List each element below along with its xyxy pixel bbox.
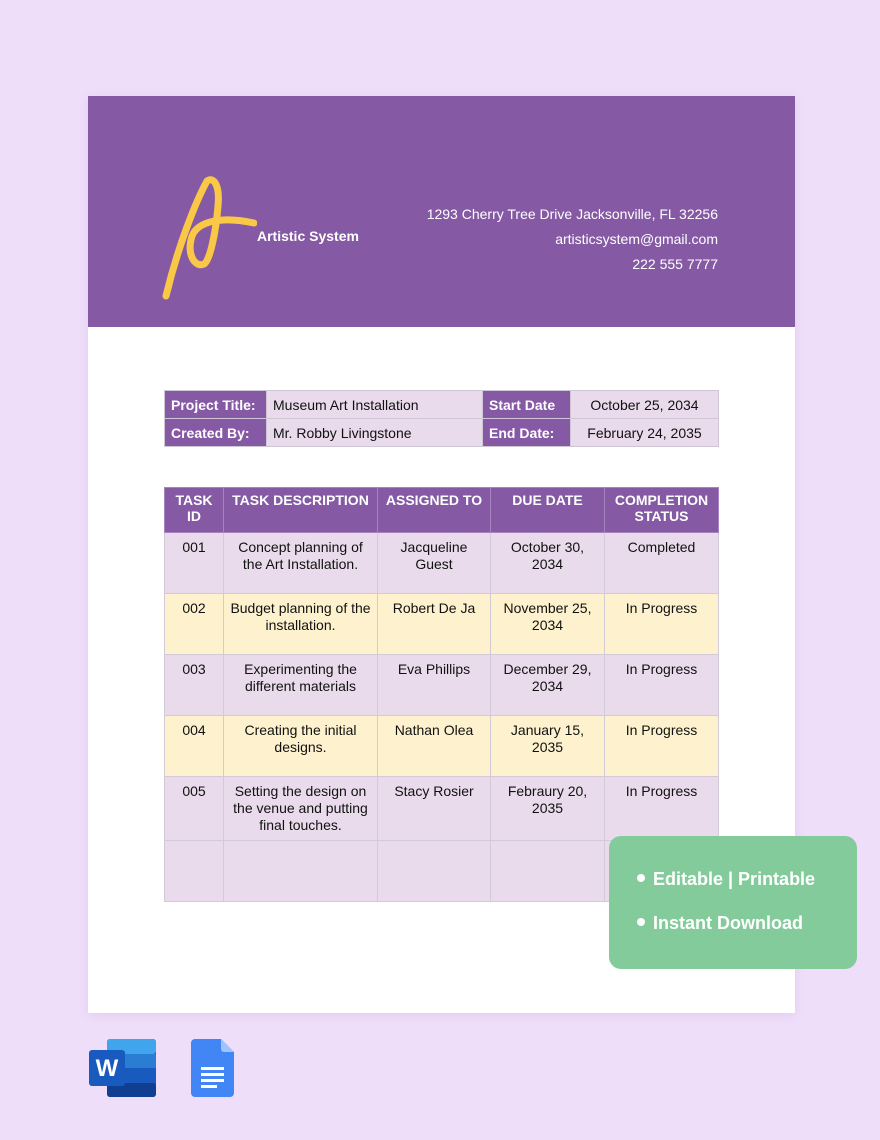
assigned-to-cell: Stacy Rosier: [378, 777, 491, 841]
assigned-to-cell: [378, 841, 491, 902]
bullet-icon: [637, 874, 645, 882]
company-name: Artistic System: [257, 228, 359, 244]
microsoft-word-icon[interactable]: [89, 1039, 157, 1097]
task-table-header: [165, 488, 719, 533]
company-address: 1293 Cherry Tree Drive Jacksonville, FL 32256: [426, 206, 718, 222]
status-cell: In Progress: [605, 655, 719, 716]
due-date-cell: November 25, 2034: [491, 594, 605, 655]
due-date-cell: October 30, 2034: [491, 533, 605, 594]
assigned-to-cell: Nathan Olea: [378, 716, 491, 777]
header-task-description: TASK DESCRIPTION: [224, 488, 378, 533]
document-header: [88, 96, 795, 327]
features-badge: [609, 836, 857, 969]
task-description-cell: Creating the initial designs.: [224, 716, 378, 777]
header-assigned-to: ASSIGNED TO: [378, 488, 491, 533]
status-cell: In Progress: [605, 777, 719, 841]
task-id-cell: 004: [165, 716, 224, 777]
task-id-cell: 003: [165, 655, 224, 716]
header-completion-status: COMPLETION STATUS: [605, 488, 719, 533]
task-description-cell: Concept planning of the Art Installation.: [224, 533, 378, 594]
company-phone: 222 555 7777: [632, 256, 718, 272]
project-title-value: Museum Art Installation: [267, 391, 483, 419]
task-id-cell: 001: [165, 533, 224, 594]
task-description-cell: Setting the design on the venue and putting final touches.: [224, 777, 378, 841]
created-by-value: Mr. Robby Livingstone: [267, 419, 483, 447]
bullet-icon: [637, 918, 645, 926]
table-row: [165, 777, 719, 841]
svg-text:W: W: [95, 1055, 119, 1082]
table-row: [165, 655, 719, 716]
header-due-date: DUE DATE: [491, 488, 605, 533]
badge-item: [637, 913, 803, 934]
task-description-cell: [224, 841, 378, 902]
contact-block: [427, 202, 718, 277]
table-row: [165, 716, 719, 777]
badge-download-text: Instant Download: [653, 913, 803, 933]
status-cell: In Progress: [605, 594, 719, 655]
project-info-table: [164, 390, 719, 447]
header-task-id: TASK ID: [165, 488, 224, 533]
assigned-to-cell: Eva Phillips: [378, 655, 491, 716]
assigned-to-cell: Robert De Ja: [378, 594, 491, 655]
table-row: [165, 533, 719, 594]
task-id-cell: [165, 841, 224, 902]
due-date-cell: December 29, 2034: [491, 655, 605, 716]
end-date-label: End Date:: [483, 419, 571, 447]
due-date-cell: Febraury 20, 2035: [491, 777, 605, 841]
task-id-cell: 002: [165, 594, 224, 655]
due-date-cell: [491, 841, 605, 902]
company-email: artisticsystem@gmail.com: [555, 231, 718, 247]
task-description-cell: Budget planning of the installation.: [224, 594, 378, 655]
artistic-a-logo-icon: [162, 176, 257, 301]
task-description-cell: Experimenting the different materials: [224, 655, 378, 716]
assigned-to-cell: Jacqueline Guest: [378, 533, 491, 594]
badge-editable-text: Editable | Printable: [653, 869, 816, 889]
google-docs-icon[interactable]: [191, 1039, 235, 1097]
badge-item: [637, 869, 815, 890]
start-date-label: Start Date: [483, 391, 571, 419]
table-row: [165, 594, 719, 655]
task-id-cell: 005: [165, 777, 224, 841]
info-row: [165, 419, 719, 447]
start-date-value: October 25, 2034: [571, 391, 719, 419]
info-row: [165, 391, 719, 419]
created-by-label: Created By:: [165, 419, 267, 447]
status-cell: Completed: [605, 533, 719, 594]
end-date-value: February 24, 2035: [571, 419, 719, 447]
due-date-cell: January 15, 2035: [491, 716, 605, 777]
project-title-label: Project Title:: [165, 391, 267, 419]
status-cell: In Progress: [605, 716, 719, 777]
